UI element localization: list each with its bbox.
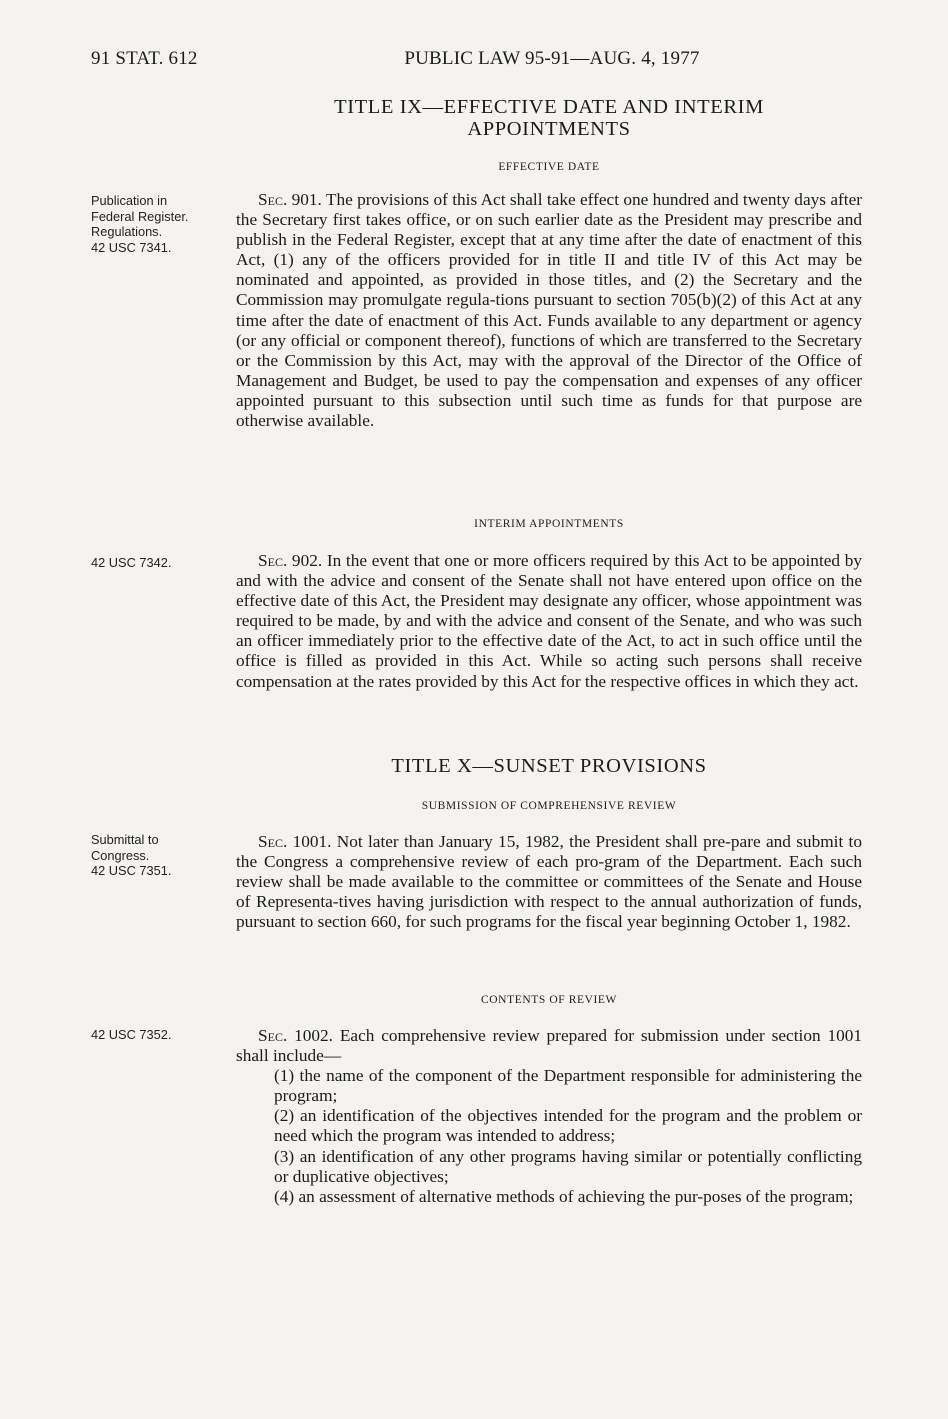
- section-1001-label: Sec. 1001.: [258, 832, 332, 851]
- review-item: (3) an identification of any other programs having similar or potentially conflicting or duplicative objectives;: [274, 1146, 862, 1186]
- margin-note-publication: [91, 193, 231, 255]
- effective-date-heading: EFFECTIVE DATE: [498, 161, 600, 173]
- margin-note-line: 42 USC 7342.: [91, 555, 172, 570]
- margin-note-line: 42 USC 7341.: [91, 239, 172, 255]
- margin-note-7352: [91, 1027, 231, 1043]
- section-901-label: Sec. 901.: [258, 190, 322, 209]
- section-902-label: Sec. 902.: [258, 551, 323, 570]
- margin-note-line: Federal Register.: [91, 208, 189, 224]
- contents-of-review-heading: CONTENTS OF REVIEW: [480, 994, 617, 1006]
- margin-note-submittal: [91, 832, 231, 879]
- review-item: (2) an identification of the objectives intended for the program and the problem or need which the program was intended to address;: [274, 1106, 862, 1146]
- section-1002: [236, 1026, 862, 1207]
- section-1002-text: Each comprehensive review prepared for submission under section 1001 shall include—: [236, 1026, 863, 1066]
- margin-note-line: Submittal to: [91, 832, 159, 847]
- title-ix-line2: APPOINTMENTS: [467, 118, 631, 140]
- section-1001-text: Not later than January 15, 1982, the President shall pre-pare and submit to the Congress a comprehensive review of each pro-gram of the Department. Each such review shall be made available to the committee or committees of the Senate and House of Representa-tives having jurisdiction with respect to the annual authorization of funds, pursuant to section 660, for such programs for the fiscal year beginning October 1, 1982.: [236, 832, 862, 932]
- section-902-text: In the event that one or more officers required by this Act to be appointed by and with the advice and consent of the Senate shall not have entered upon office on the effective date of this Act, the President may designate any officer, whose appointment was required to be made, by and with the advice and consent of the Senate, and who was such an officer immediately prior to the effective date of the Act, to act in such office until the office is filled as provided in this Act. While so acting such persons shall receive compensation at the rates provided by this Act for the respective offices in which they act.: [236, 551, 863, 691]
- margin-note-line: 42 USC 7351.: [91, 863, 172, 878]
- margin-note-line: 42 USC 7352.: [91, 1027, 172, 1042]
- running-header: PUBLIC LAW 95-91—AUG. 4, 1977: [404, 48, 700, 69]
- section-901: [236, 190, 862, 431]
- margin-note-line: Regulations.: [91, 224, 163, 239]
- review-item: (4) an assessment of alternative methods of achieving the pur-poses of the program;: [274, 1186, 854, 1206]
- margin-note-7342: [91, 555, 231, 571]
- section-901-text: The provisions of this Act shall take effect one hundred and twenty days after the Secretary first takes office, or on such earlier date as the President may prescribe and publish in the Federal Register, except that at any time after the date of enactment of this Act, (1) any of the officers provided for in title II and title IV of this Act may be nominated and appointed, as provided in those titles, and (2) the Secretary and the Commission may promulgate regula-tions pursuant to section 705(b)(2) of this Act at any time after the date of enactment of this Act. Funds available to any department or agency (or any official or component thereof), functions of which are transferred to the Secretary or the Commission by this Act, may with the approval of the Director of the Office of Management and Budget, be used to pay the compensation and expenses of any officer appointed pursuant to this subsection until such time as funds for that purpose are otherwise available.: [236, 190, 862, 431]
- margin-note-line: Congress.: [91, 847, 150, 863]
- review-item: (1) the name of the component of the Department responsible for administering the program;: [274, 1066, 862, 1106]
- submission-heading: SUBMISSION OF COMPREHENSIVE REVIEW: [421, 800, 677, 812]
- title-ix-heading: [236, 96, 862, 140]
- section-902: [236, 551, 862, 692]
- section-1001: [236, 832, 862, 932]
- title-ix-line1: TITLE IX—EFFECTIVE DATE AND INTERIM: [334, 96, 764, 118]
- interim-appointments-heading: INTERIM APPOINTMENTS: [474, 518, 624, 530]
- title-x-heading: TITLE X—SUNSET PROVISIONS: [391, 755, 707, 777]
- margin-note-line: Publication in: [91, 193, 168, 208]
- section-1002-label: Sec. 1002.: [258, 1026, 333, 1045]
- statute-page-number: 91 STAT. 612: [91, 48, 198, 69]
